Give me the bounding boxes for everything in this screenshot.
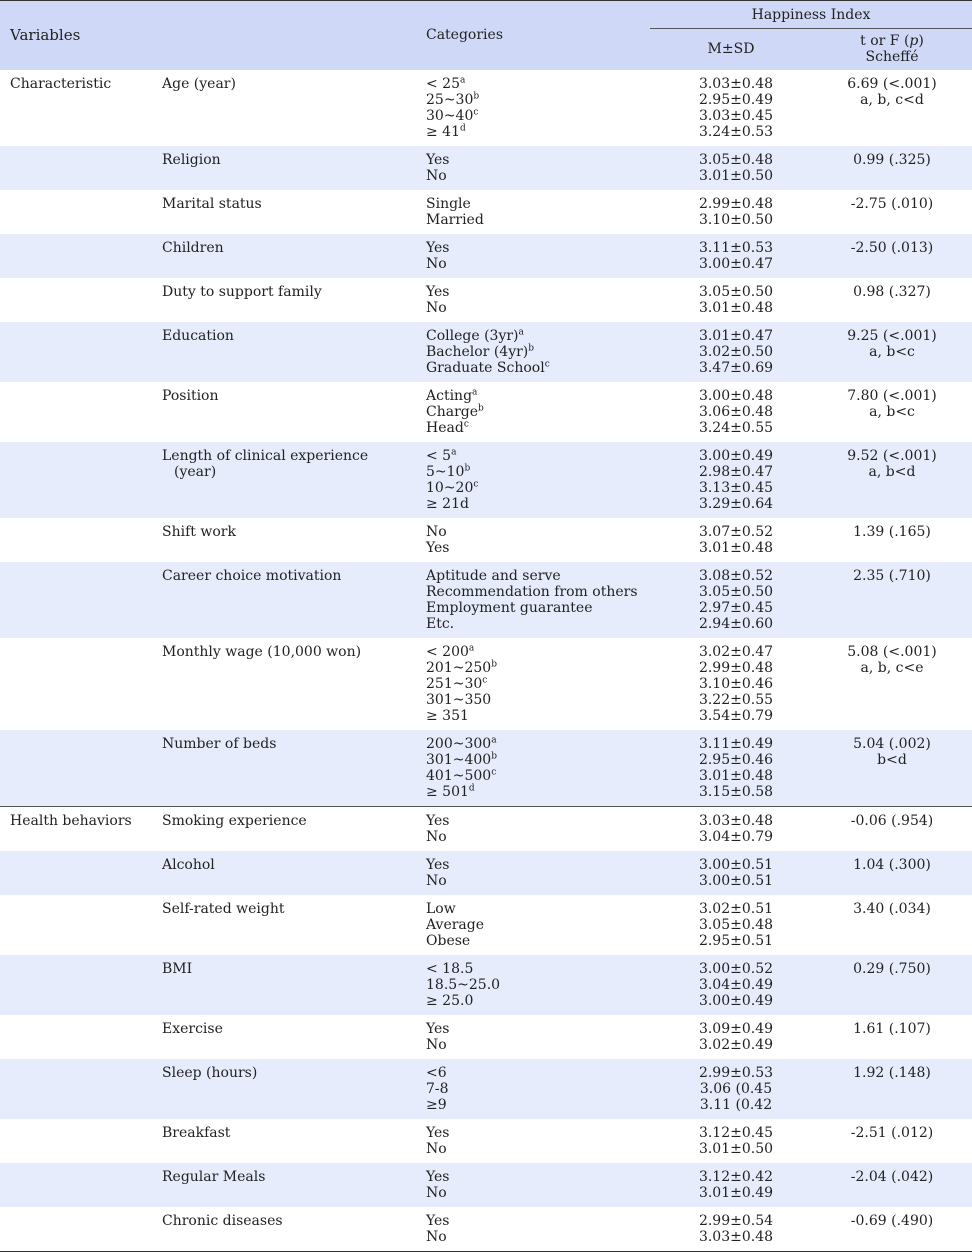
msd-value: 3.02±0.47: [698, 643, 774, 660]
header-categories: Categories: [415, 1, 650, 70]
category-value: Bachelor $(4yr)^b$: [426, 342, 535, 360]
stat-value: -2.75 (.010): [850, 195, 934, 212]
category-value: 5~10$^b$: [426, 462, 471, 480]
variable-item: Shift work: [162, 523, 236, 540]
variable-item: Alcohol: [152, 851, 415, 895]
category-list: [415, 562, 650, 638]
category-list: [415, 638, 650, 730]
scheffe-value: a, b, c<d: [860, 91, 924, 108]
msd-value: 3.03±0.48: [698, 1228, 774, 1245]
category-list: [415, 322, 650, 382]
msd-value: 3.05±0.50: [698, 583, 774, 600]
category-list: [415, 518, 650, 562]
table-row: [0, 322, 972, 382]
msd-value: 3.11 (0.42: [699, 1096, 773, 1113]
category-value: Yes: [426, 283, 450, 300]
msd-value: 3.06 (0.45: [699, 1080, 773, 1097]
msd-value: 3.05±0.48: [698, 151, 774, 168]
msd-value: 3.15±0.58: [698, 783, 774, 800]
category-value: ≥ $41^d$: [426, 122, 466, 140]
category-value: 25~30$^b$: [426, 90, 480, 108]
category-value: No: [426, 255, 447, 272]
msd-list: [650, 730, 812, 807]
table-row: [0, 70, 972, 146]
msd-value: 3.05±0.48: [698, 916, 774, 933]
variable-item: Exercise: [162, 1020, 223, 1037]
category-value: No: [426, 1184, 447, 1201]
msd-list: [650, 1119, 812, 1163]
category-value: 401~500$^c$: [426, 766, 497, 784]
msd-list: [650, 806, 812, 851]
msd-value: 3.03±0.45: [698, 107, 774, 124]
stat-value: 9.25 (<.001) a, b<c: [812, 322, 972, 382]
category-value: 251~30$^c$: [426, 674, 488, 692]
category-list: [415, 382, 650, 442]
stat-value: -2.51 (.012): [850, 1124, 934, 1141]
table-row: [0, 146, 972, 190]
msd-value: 3.02±0.49: [698, 1036, 774, 1053]
msd-value: 3.02±0.51: [698, 900, 774, 917]
category-value: 301~400$^b$: [426, 750, 497, 768]
msd-value: 2.95±0.51: [698, 932, 774, 949]
category-value: 7-8: [426, 1080, 449, 1097]
msd-list: [650, 562, 812, 638]
variable-item: Age (year): [162, 75, 236, 92]
msd-list: [650, 382, 812, 442]
category-list: [415, 190, 650, 234]
table-row: [0, 1119, 972, 1163]
category-value: Acting$^a$: [426, 386, 478, 404]
table-row: [0, 730, 972, 807]
variable-item: Number of beds: [152, 730, 415, 807]
category-value: Yes: [426, 1124, 450, 1141]
category-value: No: [426, 523, 447, 540]
category-value: Yes: [426, 1212, 450, 1229]
category-value: Recommendation from others: [426, 583, 638, 600]
variable-item: Career choice motivation: [152, 562, 415, 638]
category-list: [415, 806, 650, 851]
category-value: < 18.5: [426, 960, 474, 977]
msd-value: 3.03±0.48: [698, 75, 774, 92]
variable-item: Length of clinical experience (year): [152, 442, 415, 518]
category-value: No: [426, 299, 447, 316]
msd-value: 2.95±0.46: [698, 751, 774, 768]
scheffe-value: a, b<c: [869, 343, 915, 360]
category-value: No: [426, 828, 447, 845]
category-value: College $(3yr)^a$: [426, 326, 524, 344]
category-value: 301~350: [426, 691, 492, 708]
table-row: [0, 382, 972, 442]
msd-list: [650, 1015, 812, 1059]
category-value: No: [426, 1228, 447, 1245]
table-row: [0, 1163, 972, 1207]
stat-value: -2.04 (.042): [812, 1163, 972, 1207]
category-value: Aptitude and serve: [426, 567, 561, 584]
variable-item: Self-rated weight: [162, 900, 285, 917]
category-value: Married: [426, 211, 484, 228]
msd-value: 2.94±0.60: [698, 615, 774, 632]
category-value: 30~40$^c$: [426, 106, 479, 124]
msd-value: 3.22±0.55: [698, 691, 774, 708]
msd-value: 3.10±0.46: [698, 675, 774, 692]
msd-value: 3.12±0.42: [698, 1168, 774, 1185]
group-label: Health behaviors: [0, 806, 152, 851]
msd-value: 2.95±0.49: [698, 91, 774, 108]
table-row: [0, 234, 972, 278]
category-value: Obese: [426, 932, 471, 949]
category-value: Yes: [426, 151, 450, 168]
table-row: [0, 278, 972, 322]
table-row: [0, 955, 972, 1015]
category-value: Yes: [426, 812, 450, 829]
table-row: [0, 851, 972, 895]
stat-value: 2.35 (.710): [812, 562, 972, 638]
msd-value: 3.04±0.49: [698, 976, 774, 993]
table-row: [0, 518, 972, 562]
scheffe-value: a, b, c<e: [860, 659, 924, 676]
msd-list: [650, 190, 812, 234]
category-value: Etc.: [426, 615, 455, 632]
msd-list: [650, 70, 812, 146]
stat-value: 1.61 (.107): [853, 1020, 931, 1037]
stat-value: 9.52 (<.001) a, b<d: [812, 442, 972, 518]
category-value: No: [426, 1140, 447, 1157]
table-row: [0, 806, 972, 851]
table-row: [0, 1207, 972, 1252]
header-msd: M±SD: [650, 29, 812, 70]
msd-value: 2.97±0.45: [698, 599, 774, 616]
category-list: [415, 234, 650, 278]
stat-value: 0.98 (.327): [853, 283, 931, 300]
category-list: [415, 70, 650, 146]
msd-value: 3.11±0.53: [698, 239, 774, 256]
msd-list: [650, 1163, 812, 1207]
category-value: No: [426, 872, 447, 889]
category-list: [415, 955, 650, 1015]
msd-value: 3.01±0.48: [698, 299, 774, 316]
category-value: ≥ $501^d$: [426, 782, 475, 800]
category-value: Average: [426, 916, 485, 933]
table-row: [0, 1059, 972, 1119]
variable-item: Marital status: [162, 195, 262, 212]
msd-value: 3.00±0.48: [698, 387, 774, 404]
stat-value: 7.80 (<.001) a, b<c: [812, 382, 972, 442]
category-value: Single: [426, 195, 471, 212]
variable-item: BMI: [152, 955, 415, 1015]
category-value: 200~300$^a$: [426, 734, 497, 752]
msd-value: 3.04±0.79: [698, 828, 774, 845]
msd-value: 2.99±0.48: [698, 659, 774, 676]
table-row: [0, 1015, 972, 1059]
variable-item: Breakfast: [162, 1124, 231, 1141]
category-value: Yes: [426, 1020, 450, 1037]
stat-value: 0.99 (.325): [812, 146, 972, 190]
category-value: 201~250$^b$: [426, 658, 497, 676]
category-value: No: [426, 167, 447, 184]
category-value: ≥ 25.0: [426, 992, 474, 1009]
header-variables: Variables: [0, 1, 152, 70]
msd-value: 3.01±0.50: [698, 1140, 774, 1157]
category-value: Employment guarantee: [426, 599, 593, 616]
msd-value: 3.01±0.49: [698, 1184, 774, 1201]
variable-item: Children: [152, 234, 415, 278]
category-value: < $200^a$: [426, 642, 475, 660]
msd-value: 3.01±0.50: [698, 167, 774, 184]
msd-list: [650, 1059, 812, 1119]
msd-value: 3.00±0.49: [698, 447, 774, 464]
msd-value: 3.01±0.48: [698, 539, 774, 556]
category-list: [415, 1207, 650, 1252]
category-list: [415, 895, 650, 955]
variable-item: Chronic diseases: [162, 1212, 283, 1229]
msd-value: 3.10±0.50: [698, 211, 774, 228]
msd-list: [650, 278, 812, 322]
category-value: Charge$^b$: [426, 402, 484, 420]
category-list: [415, 1163, 650, 1207]
msd-list: [650, 851, 812, 895]
scheffe-value: a, b<c: [869, 403, 915, 420]
scheffe-value: a, b<d: [868, 463, 916, 480]
msd-list: [650, 146, 812, 190]
msd-value: 3.00±0.51: [698, 872, 774, 889]
msd-list: [650, 322, 812, 382]
category-list: [415, 146, 650, 190]
category-value: ≥ 351: [426, 707, 469, 724]
stat-value: 1.92 (.148): [812, 1059, 972, 1119]
stat-value: 0.29 (.750): [812, 955, 972, 1015]
msd-value: 3.13±0.45: [698, 479, 774, 496]
table-row: [0, 442, 972, 518]
table-row: [0, 562, 972, 638]
stat-value: 1.04 (.300): [812, 851, 972, 895]
stat-value: 1.39 (.165): [853, 523, 931, 540]
stat-value: 3.40 (.034): [853, 900, 931, 917]
msd-value: 3.05±0.50: [698, 283, 774, 300]
msd-value: 3.02±0.50: [698, 343, 774, 360]
category-value: Yes: [426, 856, 450, 873]
category-value: 18.5~25.0: [426, 976, 501, 993]
variable-item: Education: [152, 322, 415, 382]
category-list: [415, 851, 650, 895]
stat-value: 5.08 (<.001) a, b, c<e: [812, 638, 972, 730]
msd-value: 3.54±0.79: [698, 707, 774, 724]
variable-item: Smoking experience: [162, 812, 307, 829]
group-label: Characteristic: [0, 70, 152, 146]
category-value: Low: [426, 900, 456, 917]
category-value: No: [426, 1036, 447, 1053]
category-list: [415, 442, 650, 518]
stat-value: 6.69 (<.001) a, b, c<d: [812, 70, 972, 146]
table-row: [0, 638, 972, 730]
msd-value: 2.99±0.54: [698, 1212, 774, 1229]
category-list: [415, 1119, 650, 1163]
variable-item: Sleep (hours): [152, 1059, 415, 1119]
msd-value: 3.07±0.52: [698, 523, 774, 540]
stat-value: 5.04 (.002) b<d: [812, 730, 972, 807]
category-value: Yes: [426, 1168, 450, 1185]
msd-value: 3.24±0.53: [698, 123, 774, 140]
msd-value: 2.98±0.47: [698, 463, 774, 480]
msd-list: [650, 234, 812, 278]
category-value: Yes: [426, 539, 450, 556]
category-value: Head$^c$: [426, 418, 469, 436]
msd-list: [650, 638, 812, 730]
category-value: < $5^a$: [426, 446, 457, 464]
scheffe-value: b<d: [877, 751, 907, 768]
category-value: ≥ 21d: [426, 495, 469, 512]
msd-list: [650, 955, 812, 1015]
msd-value: 2.99±0.53: [698, 1064, 774, 1081]
msd-value: 2.99±0.48: [698, 195, 774, 212]
stat-value: -2.50 (.013): [812, 234, 972, 278]
category-list: [415, 1015, 650, 1059]
msd-value: 3.09±0.49: [698, 1020, 774, 1037]
msd-value: 3.11±0.49: [698, 735, 774, 752]
msd-value: 3.24±0.55: [698, 419, 774, 436]
variable-item: Monthly wage (10,000 won): [162, 643, 362, 660]
msd-value: 3.12±0.45: [698, 1124, 774, 1141]
msd-value: 3.47±0.69: [698, 359, 774, 376]
msd-value: 3.00±0.51: [698, 856, 774, 873]
stat-value: -0.69 (.490): [850, 1212, 934, 1229]
category-list: [415, 278, 650, 322]
category-value: <6: [426, 1064, 447, 1081]
category-value: Yes: [426, 239, 450, 256]
msd-value: 3.08±0.52: [698, 567, 774, 584]
table-row: [0, 190, 972, 234]
msd-list: [650, 1207, 812, 1252]
stat-value: -0.06 (.954): [850, 812, 934, 829]
category-value: Graduate School$^c$: [426, 358, 550, 376]
header-stat: t or F (p) Scheffé: [812, 29, 972, 70]
msd-list: [650, 518, 812, 562]
variable-item: Religion: [152, 146, 415, 190]
msd-list: [650, 895, 812, 955]
variable-item: Position: [162, 387, 219, 404]
msd-value: 3.06±0.48: [698, 403, 774, 420]
table-row: [0, 895, 972, 955]
msd-value: 3.00±0.52: [698, 960, 774, 977]
msd-value: 3.00±0.47: [698, 255, 774, 272]
variable-item: Regular Meals: [152, 1163, 415, 1207]
header-happiness-index: Happiness Index: [650, 1, 972, 29]
category-value: < $25^a$: [426, 74, 466, 92]
msd-value: 3.01±0.48: [698, 767, 774, 784]
msd-list: [650, 442, 812, 518]
category-list: [415, 1059, 650, 1119]
msd-value: 3.01±0.47: [698, 327, 774, 344]
category-list: [415, 730, 650, 807]
category-value: 10~20$^c$: [426, 478, 479, 496]
category-value: ≥9: [426, 1096, 447, 1113]
msd-value: 3.00±0.49: [698, 992, 774, 1009]
msd-value: 3.03±0.48: [698, 812, 774, 829]
msd-value: 3.29±0.64: [698, 495, 774, 512]
variable-item: Duty to support family: [162, 283, 322, 300]
